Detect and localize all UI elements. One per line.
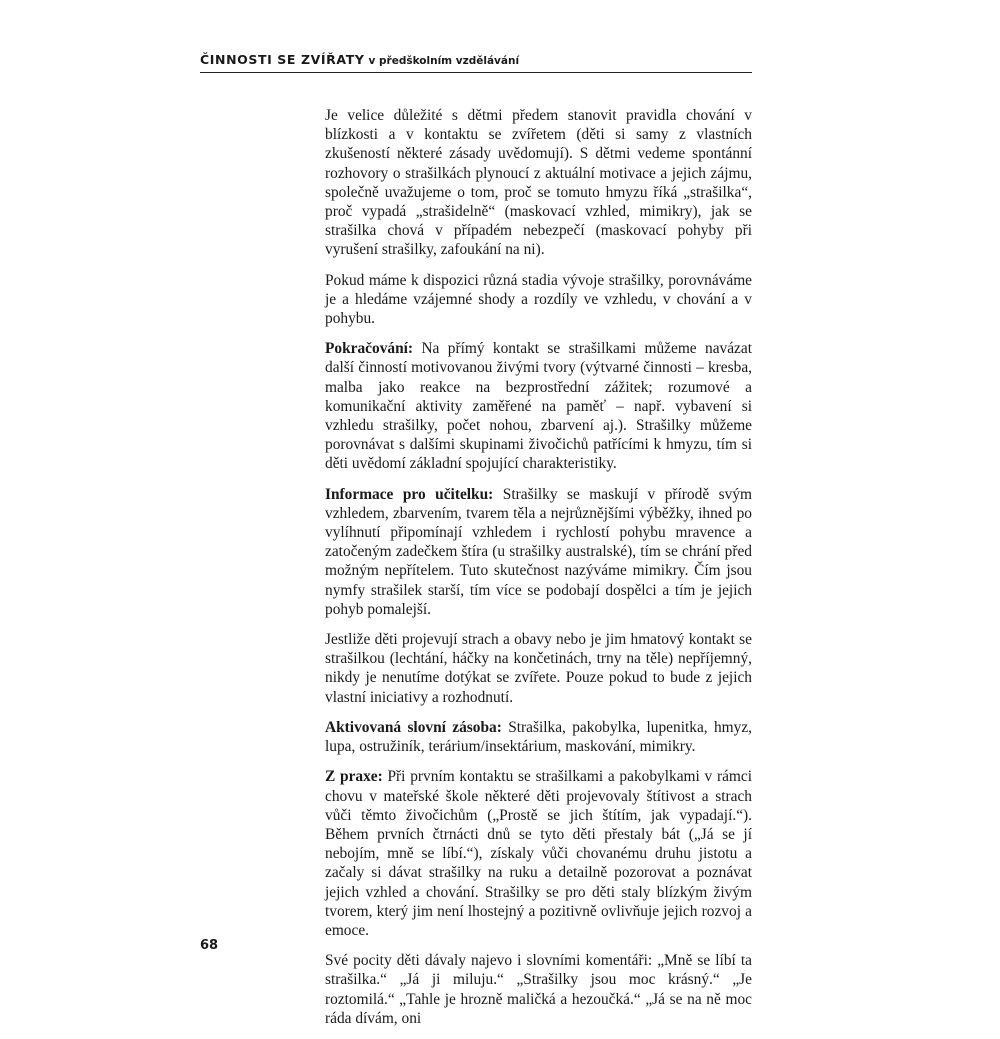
paragraph-text: Strašilky se maskují v přírodě svým vzhledem, zbarvením, tvarem těla a nejrůznějšími výběžky, ihned po vylíhnutí připomínají vzhledem i rychlostí pohybu mravence a zatočeným zadečkem štíra (u strašilky australské), tím se chrání před možným nepřítelem. Tuto skutečnost nazýváme mimikry. Čím jsou nymfy strašilek starší, tím více se podobají dospělci a tím je jejich pohyb pomalejší. — [325, 485, 752, 618]
paragraph-text: Své pocity děti dávaly najevo i slovními komentáři: „Mně se líbí ta strašilka.“ „Já ji miluju.“ „Strašilky jsou moc krásný.“ „Je roztomilá.“ „Tahle je hrozně maličká a hezoučká.“ „Já se na ně moc ráda dívám, oni — [325, 952, 752, 1027]
paragraph — [325, 106, 752, 260]
paragraph-text: Je velice důležité s dětmi předem stanovit pravidla chování v blízkosti a v kontaktu se zvířetem (děti si samy z vlastních zkušeností některé zásady uvědomují). S dětmi vedeme spontánní rozhovory o strašilkách plynoucí z aktuální motivace a jejich zájmu, společně uvažujeme o tom, proč se tomuto hmyzu říká „strašilka“, proč vypadá „strašidelně“ (maskovací vzhled, mimikry), jak se strašilka chová v případém nebezpečí (maskovací pohyby při vyrušení strašilky, zafoukání na ni). — [325, 107, 752, 259]
paragraph-text: Jestliže děti projevují strach a obavy nebo je jim hmatový kontakt se strašilkou (lechtání, háčky na končetinách, trny na těle) nepříjemný, nikdy je nenutíme dotýkat se zvířete. Pouze pokud to bude z jejich vlastní iniciativy a rozhodnutí. — [325, 631, 752, 706]
paragraph — [325, 271, 752, 329]
paragraph-label: Z praxe: — [325, 768, 383, 786]
paragraph — [325, 485, 752, 619]
paragraph-text: Strašilka, pakobylka, lupenitka, hmyz, lupa, ostružiník, terárium/insektárium, maskování, mimikry. — [325, 718, 752, 756]
paragraph-label: Aktivovaná slovní zásoba: — [325, 718, 502, 736]
paragraph-text: Pokud máme k dispozici různá stadia vývoje strašilky, porovnáváme je a hledáme vzájemné shody a rozdíly ve vzhledu, v chování a v pohybu. — [325, 271, 752, 328]
paragraph — [325, 767, 752, 940]
paragraph-text: Při prvním kontaktu se strašilkami a pakobylkami v rámci chovu v mateřské škole některé děti projevovaly štítivost a strach vůči těmto živočichům („Prostě se jich štítím, jak vypadají.“). Během prvních čtrnácti dnů se tyto děti přestaly bát („Já se jí nebojím, mně se líbí.“), získaly vůči chovanému druhu jistotu a začaly si dávat strašilky na ruku a detailně pozorovat a poznávat jejich vzhled a chování. Strašilky se pro děti staly blízkým živým tvorem, který jim není lhostejný a pozitivně ovlivňuje jejich rozvoj a emoce. — [325, 768, 752, 939]
paragraph — [325, 718, 752, 756]
paragraph-label: Informace pro učitelku: — [325, 485, 494, 503]
running-header — [200, 52, 752, 73]
page-number: 68 — [200, 938, 219, 953]
paragraph-label: Pokračování: — [325, 340, 414, 358]
paragraph-text: Na přímý kontakt se strašilkami můžeme navázat další činností motivovanou živými tvory (výtvarné činnosti – kresba, malba jako reakce na bezprostřední zážitek; rozumové a komunikační aktivity zaměřené na paměť – např. vybavení si vzhledu strašilky, počet nohou, zbarvení aj.). Strašilky můžeme porovnávat s dalšími skupinami živočichů patřícími k hmyzu, tím si děti uvědomí základní spojující charakteristiky. — [325, 340, 752, 473]
paragraph — [325, 630, 752, 707]
paragraph — [325, 339, 752, 473]
header-subtitle: v předškolním vzdělávání — [368, 55, 520, 67]
header-title: ČINNOSTI SE ZVÍŘATY — [200, 52, 365, 67]
body-text — [325, 106, 752, 1039]
paragraph — [325, 951, 752, 1028]
